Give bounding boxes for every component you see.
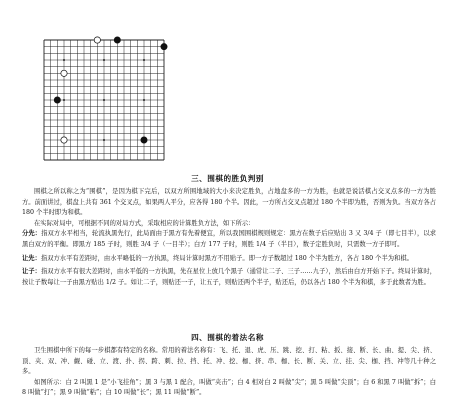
section-3-paragraph-1: 围棋之所以称之为“围棋”，是因为棋下完后，以双方所围地域的大小来决定胜负，占地盘多的一方为胜，也就是说活棋占交叉点多的一方为胜方。前面讲过，棋盘上共有 361 个交叉点，如果两人平分，应各得 180 个半。因此，一方所占交叉点超过 180 个半即为胜，否则为负。当双方各占 180 个半时即为和棋。 xyxy=(22,188,436,217)
star-point xyxy=(103,139,105,141)
rule-rangzi xyxy=(22,267,436,288)
rule-rangxian-term: 让先： xyxy=(22,254,41,262)
section-title-4: 四、围棋的着法名称 xyxy=(191,333,264,342)
section-3-paragraph-2: 在实际对局中，可根据不同的对局方式，采取相应的计算胜负方法，如下所示： xyxy=(34,219,255,227)
go-board-diagram xyxy=(40,36,168,164)
rule-rangzi-text: 指双方水平有很大差距时，由水平低的一方执黑，先在星位上放几个黑子（通常让二子、三子……九子），然后由白方开始下子。终局计算时，按让子数每让一子由黑方贴出 1/2 子。如让二子，则贴还一子，让五子，则贴还两个半子，贴还后，仍以各占 180 个半为和棋，多于此数者为胜。 xyxy=(22,268,436,286)
star-point xyxy=(143,99,145,101)
section-4-body xyxy=(22,346,436,399)
star-point xyxy=(103,99,105,101)
section-3-body xyxy=(22,187,436,288)
section-4-paragraph-2-end: “长”；黑 11 叫做“断”。 xyxy=(136,389,206,397)
black-stone xyxy=(54,97,60,103)
section-title-3: 三、围棋的胜负判别 xyxy=(191,174,264,183)
rule-fenxian-term: 分先： xyxy=(22,230,42,238)
star-point xyxy=(63,59,65,61)
black-stone xyxy=(161,44,167,50)
rule-rangxian-text: 指双方水平有差距时，由水平略低的一方执黑，终局计算时黑方不用贴子。即一方子数超过 180 个半为胜方，各占 180 个半为和棋。 xyxy=(40,254,413,262)
section-4-paragraph-1: 卫生围棋中所下的每一步棋都有特定的名称。常用的着法名称有：飞、托、退、虎、压、跳、挖、打、粘、扳、接、断、长、曲、提、尖、挤、顶、夹、双、冲、觑、碰、立、渡、扑、拐、跨、刺、拉、挡、托、冲、挖、枷、挤、串、枷、长、断、关、立、挂、尖、枷、挡、冲等几十种之多。 xyxy=(22,347,436,376)
white-stone xyxy=(61,70,67,76)
rule-rangxian xyxy=(22,254,436,265)
rule-fenxian-text: 指双方水平相当，轮流执黑先行，此局面由于黑方有先着便宜，所以我国围棋规则规定：黑方在数子后应贴出 3 又 3/4 子（即七目半），以求黑白双方的平衡。即黑方 185 子时，则胜 3/4 子（一目半）；白方 177 子时，则胜 1/4 子（半目），数子定胜负时，只需数一方子即可。 xyxy=(22,230,437,248)
white-stone xyxy=(61,137,67,143)
black-stone xyxy=(141,137,147,143)
section-4-paragraph-2-text: 如图所示：白 2 叫黑 1 是“小飞挂角”；黑 3 与黑 1 配合，叫做“夹击”；白 4 相对白 2 叫做“尖”；黑 5 叫做“尖顶”；白 6 和黑 7 叫做“拆”；白 8 叫做“打”；黑 9 叫做“粘”；白 10 叫做 xyxy=(22,378,436,397)
rule-fenxian xyxy=(22,229,436,250)
star-point xyxy=(103,59,105,61)
star-point xyxy=(143,59,145,61)
star-point xyxy=(63,99,65,101)
section-4-paragraph-2 xyxy=(22,378,436,399)
black-stone xyxy=(114,37,120,43)
white-stone xyxy=(94,37,100,43)
go-board xyxy=(40,36,168,164)
rule-rangzi-term: 让子： xyxy=(22,268,41,276)
